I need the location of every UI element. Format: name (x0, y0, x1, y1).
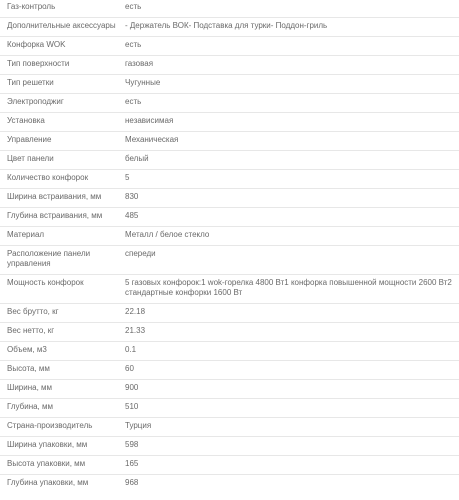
spec-row-gross-weight (0, 304, 459, 323)
spec-label: Установка (7, 116, 45, 125)
spec-label: Глубина встраивания, мм (7, 211, 103, 220)
spec-row-burner-power (0, 275, 459, 304)
spec-row-gas-control (0, 0, 459, 18)
spec-value: 21.33 (125, 326, 146, 335)
spec-value: есть (125, 97, 142, 106)
spec-label: Газ-контроль (7, 2, 56, 11)
spec-row-height (0, 361, 459, 380)
spec-label: Страна-производитель (7, 421, 93, 430)
spec-row-depth (0, 399, 459, 418)
spec-value: 485 (125, 211, 139, 220)
spec-value: 22.18 (125, 307, 146, 316)
spec-value: 0.1 (125, 345, 137, 354)
spec-row-panel-color (0, 151, 459, 170)
spec-label: Ширина встраивания, мм (7, 192, 102, 201)
spec-row-ignition (0, 94, 459, 113)
spec-value: 5 (125, 173, 130, 182)
spec-label: Количество конфорок (7, 173, 89, 182)
spec-row-net-weight (0, 323, 459, 342)
spec-value: 900 (125, 383, 139, 392)
spec-value: 5 газовых конфорок:1 wok-горелка 4800 Вт1 конфорка повышенной мощности 2600 Вт2 стандартные конфорки 1600 Вт (125, 278, 452, 297)
spec-row-volume (0, 342, 459, 361)
spec-row-control-location (0, 246, 459, 275)
spec-value: белый (125, 154, 149, 163)
spec-row-grate-type (0, 75, 459, 94)
spec-value: Турция (125, 421, 152, 430)
spec-value: 968 (125, 478, 139, 487)
spec-label: Ширина упаковки, мм (7, 440, 88, 449)
spec-label: Тип поверхности (7, 59, 70, 68)
spec-value: 510 (125, 402, 139, 411)
spec-label: Вес брутто, кг (7, 307, 59, 316)
spec-value: есть (125, 2, 142, 11)
spec-label: Электроподжиг (7, 97, 64, 106)
spec-value: 60 (125, 364, 134, 373)
spec-row-package-height (0, 456, 459, 475)
spec-label: Объем, м3 (7, 345, 47, 354)
spec-row-burner-count (0, 170, 459, 189)
spec-value: есть (125, 40, 142, 49)
spec-row-embed-depth (0, 208, 459, 227)
spec-row-control (0, 132, 459, 151)
spec-label: Высота, мм (7, 364, 50, 373)
spec-value: Металл / белое стекло (125, 230, 210, 239)
spec-value: - Держатель ВОК- Подставка для турки- Поддон-гриль (125, 21, 328, 30)
spec-label: Цвет панели (7, 154, 54, 163)
spec-row-surface-type (0, 56, 459, 75)
spec-value: 165 (125, 459, 139, 468)
spec-value: независимая (125, 116, 174, 125)
spec-label: Управление (7, 135, 52, 144)
spec-row-package-depth (0, 475, 459, 494)
spec-value: Чугунные (125, 78, 161, 87)
spec-label: Высота упаковки, мм (7, 459, 86, 468)
spec-label: Конфорка WOK (7, 40, 66, 49)
spec-row-package-width (0, 437, 459, 456)
spec-row-width (0, 380, 459, 399)
spec-label: Глубина упаковки, мм (7, 478, 89, 487)
spec-label: Вес нетто, кг (7, 326, 55, 335)
spec-value: газовая (125, 59, 154, 68)
spec-value: 830 (125, 192, 139, 201)
spec-row-installation (0, 113, 459, 132)
spec-label: Расположение панели управления (7, 249, 91, 268)
spec-row-country (0, 418, 459, 437)
spec-row-embed-width (0, 189, 459, 208)
spec-value: 598 (125, 440, 139, 449)
spec-label: Дополнительные аксессуары (7, 21, 116, 30)
spec-label: Глубина, мм (7, 402, 54, 411)
spec-label: Материал (7, 230, 45, 239)
spec-label: Мощность конфорок (7, 278, 84, 287)
spec-label: Тип решетки (7, 78, 54, 87)
spec-row-accessories (0, 18, 459, 37)
spec-value: спереди (125, 249, 156, 258)
spec-row-wok-burner (0, 37, 459, 56)
spec-value: Механическая (125, 135, 179, 144)
spec-row-material (0, 227, 459, 246)
spec-label: Ширина, мм (7, 383, 53, 392)
